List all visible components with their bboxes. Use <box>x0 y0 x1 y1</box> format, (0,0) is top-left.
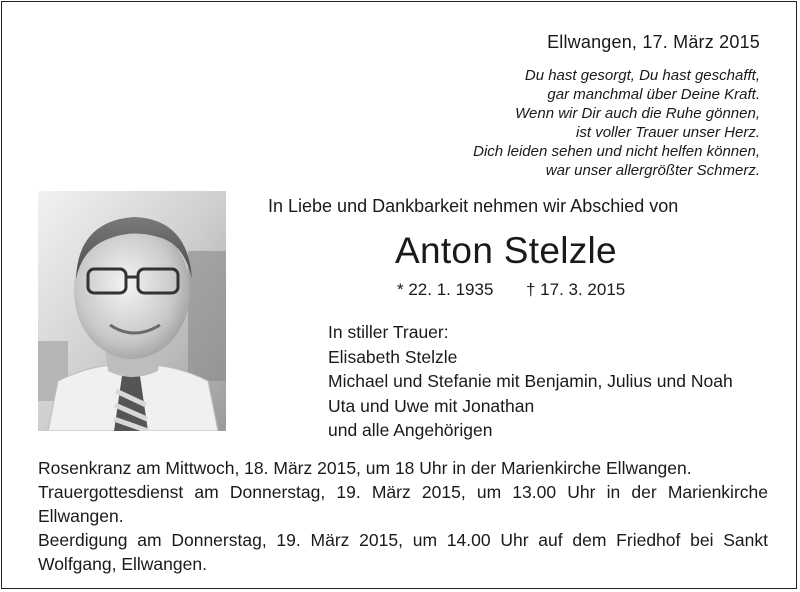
mourners-list <box>328 320 733 443</box>
farewell-intro: In Liebe und Dankbarkeit nehmen wir Abschied von <box>268 196 679 216</box>
poem-line: Dich leiden sehen und nicht helfen können, <box>473 143 760 160</box>
birth-date: * 22. 1. 1935 <box>397 280 494 299</box>
poem-line: war unser allergrößter Schmerz. <box>545 162 760 179</box>
portrait-photo <box>38 191 226 431</box>
rosary-info: Rosenkranz am Mittwoch, 18. März 2015, um 18 Uhr in der Marienkirche Ellwangen. <box>38 458 692 478</box>
service-details <box>38 456 768 576</box>
funeral-service-info: Trauergottesdienst am Donnerstag, 19. März 2015, um 13.00 Uhr in der Marienkirche Ellwangen. <box>38 482 768 526</box>
mourner-line: Michael und Stefanie mit Benjamin, Julius und Noah <box>328 371 733 391</box>
mourner-line: Elisabeth Stelzle <box>328 346 458 367</box>
obituary-frame <box>1 1 797 589</box>
poem-line: Wenn wir Dir auch die Ruhe gönnen, <box>515 105 760 122</box>
mourner-line: Uta und Uwe mit Jonathan <box>328 395 535 416</box>
burial-info: Beerdigung am Donnerstag, 19. März 2015, um 14.00 Uhr auf dem Friedhof bei Sankt Wolfgang, Ellwangen. <box>38 530 768 574</box>
poem-line: gar manchmal über Deine Kraft. <box>547 86 760 103</box>
place-date: Ellwangen, 17. März 2015 <box>547 32 760 52</box>
poem <box>340 66 760 180</box>
deceased-name: Anton Stelzle <box>395 230 617 271</box>
poem-line: ist voller Trauer unser Herz. <box>576 124 760 141</box>
poem-line: Du hast gesorgt, Du hast geschafft, <box>524 67 760 84</box>
mourner-line: und alle Angehörigen <box>328 420 493 440</box>
death-date: † 17. 3. 2015 <box>526 280 626 299</box>
mourners-heading: In stiller Trauer: <box>328 322 449 342</box>
